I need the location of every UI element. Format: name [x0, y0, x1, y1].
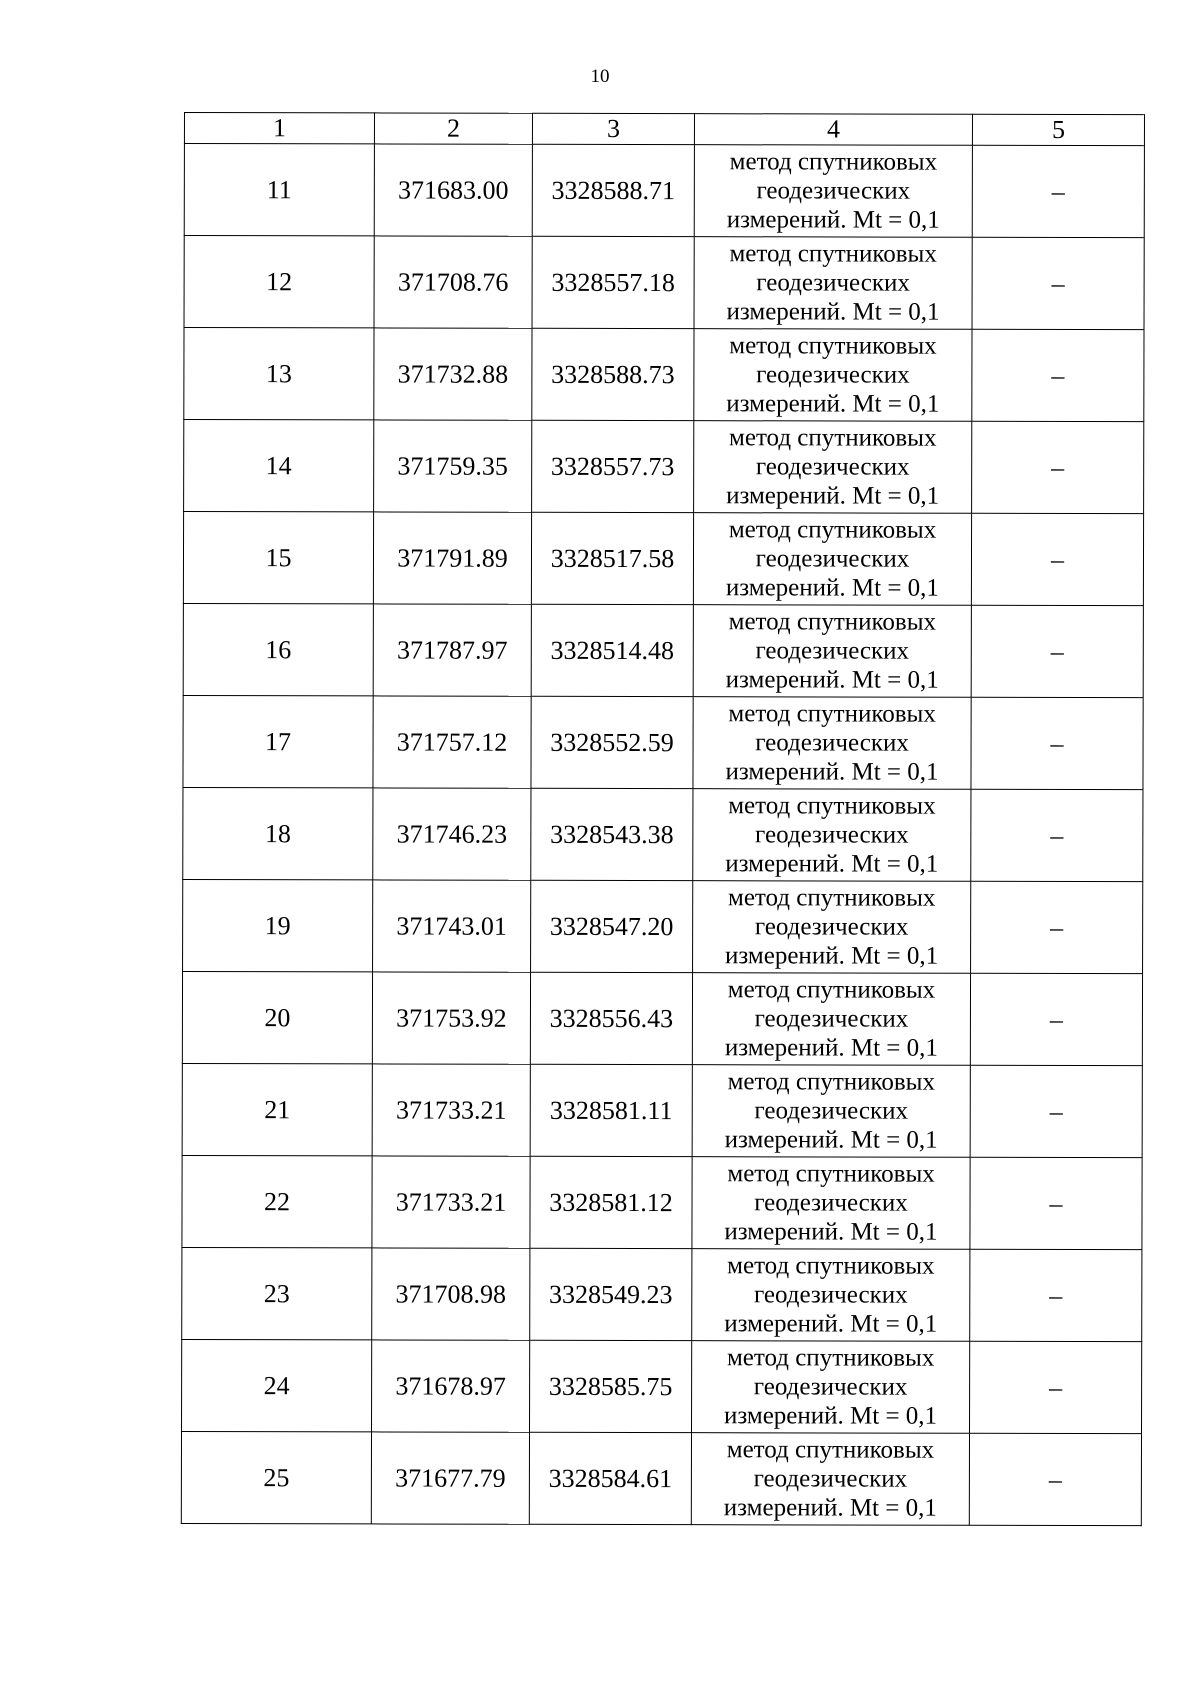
method-cell	[694, 329, 972, 422]
method-text-line: метод спутниковых	[728, 608, 937, 636]
table-row	[184, 144, 1144, 238]
method-text-line: измерений. Mt = 0,1	[724, 1034, 938, 1062]
coordinate-y-cell: 3328588.71	[532, 144, 694, 236]
note-cell: –	[971, 789, 1143, 881]
coordinate-x-cell: 371708.76	[374, 236, 532, 328]
table-row	[183, 695, 1143, 789]
coordinate-x-cell: 371753.92	[372, 972, 530, 1064]
coordinate-y-cell: 3328581.12	[530, 1156, 692, 1248]
header-col-5: 5	[972, 114, 1144, 145]
method-text-line: геодезических	[756, 361, 910, 389]
coordinate-x-cell: 371787.97	[373, 604, 531, 696]
coordinate-x-cell: 371677.79	[371, 1432, 529, 1524]
coordinate-y-cell: 3328517.58	[531, 512, 693, 604]
point-number-cell: 13	[184, 328, 374, 420]
coordinates-table	[181, 112, 1145, 1526]
method-text-line: геодезических	[753, 1373, 908, 1401]
table-row	[182, 1247, 1142, 1341]
note-cell: –	[970, 1157, 1142, 1249]
method-text-line: геодезических	[754, 1097, 909, 1125]
method-text-line: измерений. Mt = 0,1	[726, 206, 940, 234]
method-text-line: метод спутниковых	[729, 332, 937, 360]
coordinate-y-cell: 3328584.61	[529, 1432, 691, 1524]
coordinate-y-cell: 3328514.48	[531, 604, 693, 696]
note-cell: –	[972, 145, 1144, 237]
method-cell	[692, 1341, 970, 1434]
table-row	[182, 971, 1142, 1065]
header-col-4: 4	[694, 114, 972, 146]
method-text-line: измерений. Mt = 0,1	[723, 1402, 938, 1430]
method-text-line: геодезических	[755, 453, 910, 481]
coordinate-y-cell: 3328549.23	[530, 1248, 692, 1340]
note-cell: –	[970, 1341, 1142, 1433]
method-text-line: измерений. Mt = 0,1	[725, 758, 939, 786]
method-text-line: геодезических	[755, 821, 909, 849]
method-text-line: геодезических	[755, 729, 909, 757]
method-text-line: метод спутниковых	[727, 884, 936, 912]
point-number-cell: 23	[182, 1247, 372, 1339]
method-text-line: метод спутниковых	[729, 240, 937, 268]
point-number-cell: 12	[184, 236, 374, 328]
method-text-line: метод спутниковых	[729, 148, 938, 176]
note-cell: –	[971, 697, 1143, 789]
note-cell: –	[971, 513, 1143, 605]
point-number-cell: 14	[184, 420, 374, 512]
method-cell	[692, 1157, 970, 1250]
method-text-line: геодезических	[756, 269, 910, 297]
method-text-line: метод спутниковых	[727, 1068, 936, 1096]
table-row	[182, 1339, 1142, 1433]
method-cell	[691, 1433, 969, 1526]
table-row	[184, 420, 1144, 514]
note-cell: –	[969, 1433, 1141, 1525]
method-text-line: метод спутниковых	[728, 700, 936, 728]
coordinate-y-cell: 3328557.73	[532, 420, 694, 512]
coordinate-x-cell: 371732.88	[374, 328, 532, 420]
note-cell: –	[972, 421, 1144, 513]
coordinate-y-cell: 3328556.43	[530, 972, 692, 1064]
table-row	[183, 512, 1143, 606]
point-number-cell: 20	[182, 971, 372, 1063]
method-cell	[692, 1065, 970, 1158]
method-text-line: измерений. Mt = 0,1	[724, 1310, 938, 1338]
method-cell	[693, 697, 971, 790]
table-row	[182, 1155, 1142, 1249]
method-cell	[693, 513, 971, 606]
point-number-cell: 11	[184, 144, 374, 236]
method-text-line: метод спутниковых	[726, 1436, 935, 1464]
header-col-3: 3	[532, 113, 694, 144]
method-text-line: метод спутниковых	[727, 976, 936, 1004]
method-cell	[693, 605, 971, 698]
method-text-line: геодезических	[754, 1189, 908, 1217]
note-cell: –	[972, 237, 1144, 329]
table-row	[183, 787, 1143, 881]
method-text-line: геодезических	[755, 545, 910, 573]
note-cell: –	[972, 329, 1144, 421]
point-number-cell: 17	[183, 695, 373, 787]
coordinate-x-cell: 371683.00	[374, 144, 532, 236]
header-col-2: 2	[374, 113, 532, 144]
method-text-line: измерений. Mt = 0,1	[726, 298, 940, 326]
method-cell	[694, 237, 972, 330]
table-row	[183, 879, 1143, 973]
method-text-line: геодезических	[753, 1465, 908, 1493]
coordinate-y-cell: 3328557.18	[532, 236, 694, 328]
method-cell	[693, 881, 971, 974]
point-number-cell: 25	[181, 1431, 371, 1523]
table-row	[184, 236, 1144, 330]
method-text-line: измерений. Mt = 0,1	[725, 850, 939, 878]
method-cell	[694, 421, 972, 514]
method-text-line: метод спутниковых	[729, 424, 937, 452]
point-number-cell: 16	[183, 603, 373, 695]
header-col-1: 1	[184, 113, 374, 144]
method-text-line: измерений. Mt = 0,1	[723, 1494, 937, 1522]
method-text-line: измерений. Mt = 0,1	[725, 666, 939, 694]
note-cell: –	[971, 605, 1143, 697]
table-body	[181, 144, 1144, 1526]
coordinate-y-cell: 3328588.73	[532, 328, 694, 420]
coordinate-y-cell: 3328585.75	[530, 1340, 692, 1432]
table-row	[184, 328, 1144, 422]
coordinate-x-cell: 371743.01	[373, 880, 531, 972]
coordinate-y-cell: 3328581.11	[530, 1064, 692, 1156]
method-text-line: геодезических	[756, 177, 911, 205]
method-text-line: измерений. Mt = 0,1	[725, 574, 939, 602]
method-text-line: геодезических	[754, 913, 909, 941]
page-number: 10	[590, 66, 610, 87]
coordinate-x-cell: 371733.21	[372, 1156, 530, 1248]
method-cell	[694, 145, 972, 238]
method-text-line: метод спутниковых	[728, 792, 936, 820]
method-text-line: метод спутниковых	[726, 1344, 935, 1372]
method-text-line: измерений. Mt = 0,1	[724, 1126, 938, 1154]
method-cell	[692, 1249, 970, 1342]
point-number-cell: 22	[182, 1155, 372, 1247]
coordinate-x-cell: 371678.97	[372, 1340, 530, 1432]
point-number-cell: 21	[182, 1063, 372, 1155]
table-header-row	[184, 113, 1144, 146]
table-row	[181, 1431, 1141, 1525]
point-number-cell: 19	[183, 879, 373, 971]
coordinate-x-cell: 371791.89	[373, 512, 531, 604]
method-text-line: геодезических	[755, 637, 910, 665]
method-text-line: метод спутниковых	[728, 516, 937, 544]
table-row	[183, 603, 1143, 697]
point-number-cell: 15	[183, 512, 373, 604]
coordinate-y-cell: 3328547.20	[531, 880, 693, 972]
table-row	[182, 1063, 1142, 1157]
method-cell	[692, 973, 970, 1066]
note-cell: –	[971, 881, 1143, 973]
method-text-line: метод спутниковых	[727, 1252, 935, 1280]
note-cell: –	[970, 1249, 1142, 1341]
method-cell	[693, 789, 971, 882]
method-text-line: геодезических	[753, 1281, 908, 1309]
note-cell: –	[970, 973, 1142, 1065]
note-cell: –	[970, 1065, 1142, 1157]
method-text-line: измерений. Mt = 0,1	[726, 390, 940, 418]
coordinate-x-cell: 371759.35	[374, 420, 532, 512]
coordinate-x-cell: 371746.23	[373, 788, 531, 880]
coordinate-x-cell: 371733.21	[372, 1064, 530, 1156]
coordinate-x-cell: 371708.98	[372, 1248, 530, 1340]
coordinate-y-cell: 3328552.59	[531, 696, 693, 788]
method-text-line: измерений. Mt = 0,1	[725, 942, 939, 970]
method-text-line: измерений. Mt = 0,1	[726, 482, 940, 510]
method-text-line: измерений. Mt = 0,1	[724, 1218, 938, 1246]
coordinate-x-cell: 371757.12	[373, 696, 531, 788]
method-text-line: геодезических	[754, 1005, 909, 1033]
method-text-line: метод спутниковых	[727, 1160, 935, 1188]
point-number-cell: 24	[182, 1339, 372, 1431]
point-number-cell: 18	[183, 787, 373, 879]
coordinate-y-cell: 3328543.38	[531, 788, 693, 880]
